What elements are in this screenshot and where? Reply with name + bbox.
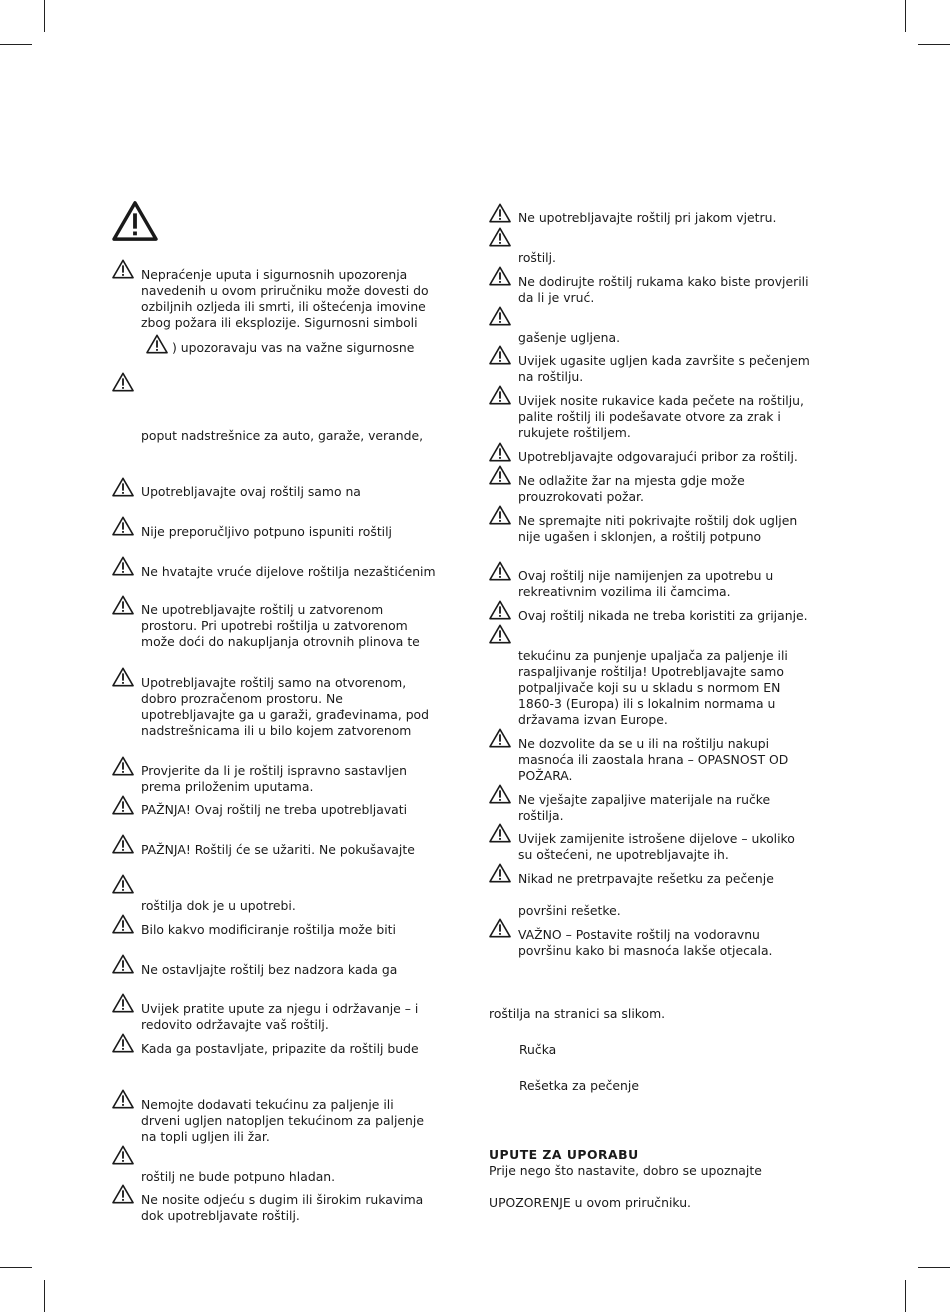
right-warning-item: Ne dozvolite da se u ili na roštilju nakupi masnoća ili zaostala hrana – OPASNOST OD POŽARA. — [518, 736, 789, 783]
right-warning-item: Uvijek ugasite ugljen kada završite s pečenjem na roštilju. — [518, 353, 810, 384]
section-text-line-2: UPOZORENJE u ovom priručniku. — [489, 1195, 692, 1210]
right-warning-item: Uvijek nosite rukavice kada pečete na roštilju, palite roštilj ili podešavate otvore za zrak i rukujete roštiljem. — [518, 393, 804, 440]
left-warning-item: Bilo kakvo modificiranje roštilja može biti — [141, 922, 396, 937]
warning-triangle-icon — [112, 914, 134, 934]
warning-triangle-icon — [112, 516, 134, 536]
warning-triangle-icon — [489, 728, 511, 748]
warning-triangle-icon — [489, 306, 511, 326]
right-warning-item: roštilj. — [518, 250, 556, 265]
warning-triangle-icon — [112, 1033, 134, 1053]
right-warning-item: gašenje ugljena. — [518, 330, 621, 345]
warning-triangle-icon — [112, 595, 134, 615]
warning-triangle-icon — [112, 993, 134, 1013]
left-warning-item: roštilja dok je u upotrebi. — [141, 898, 296, 913]
warning-triangle-icon — [112, 834, 134, 854]
left-warning-item: PAŽNJA! Ovaj roštilj ne treba upotrebljavati — [141, 802, 408, 817]
left-warning-item: roštilj ne bude potpuno hladan. — [141, 1169, 336, 1184]
crop-mark — [905, 1280, 906, 1312]
crop-mark — [44, 0, 45, 32]
warning-triangle-icon — [489, 465, 511, 485]
warning-triangle-icon — [489, 505, 511, 525]
part-label-2: Rešetka za pečenje — [519, 1078, 639, 1093]
warning-triangle-icon — [146, 334, 168, 354]
right-warning-item: Uvijek zamijenite istrošene dijelove – ukoliko su oštećeni, ne upotrebljavajte ih. — [518, 831, 795, 862]
section-text-line-1: Prije nego što nastavite, dobro se upoznajte — [489, 1163, 762, 1178]
warning-triangle-icon — [112, 200, 158, 242]
right-warning-item: VAŽNO – Postavite roštilj na vodoravnu površinu kako bi masnoća lakše otjecala. — [518, 927, 773, 958]
warning-triangle-icon — [112, 477, 134, 497]
parts-intro: roštilja na stranici sa slikom. — [489, 1006, 666, 1021]
right-warning-item: Ovaj roštilj nikada ne treba koristiti za grijanje. — [518, 608, 808, 623]
crop-mark — [918, 44, 950, 45]
section-heading: UPUTE ZA UPORABU — [489, 1147, 639, 1162]
warning-triangle-icon — [489, 863, 511, 883]
left-warning-item: Nemojte dodavati tekućinu za paljenje ili drveni ugljen natopljen tekućinom za paljenje na topli ugljen ili žar. — [141, 1097, 424, 1144]
right-warning-item: Ne vješajte zapaljive materijale na ručke roštilja. — [518, 792, 771, 823]
warning-triangle-icon — [489, 266, 511, 286]
right-warning-item: Ne spremajte niti pokrivajte roštilj dok ugljen nije ugašen i sklonjen, a roštilj potpuno — [518, 513, 798, 544]
warning-triangle-icon — [112, 1184, 134, 1204]
right-warning-item: Ne odlažite žar na mjesta gdje može prouzrokovati požar. — [518, 473, 745, 504]
warning-triangle-icon — [112, 259, 134, 279]
warning-triangle-icon — [489, 561, 511, 581]
warning-triangle-icon — [489, 600, 511, 620]
warning-triangle-icon — [489, 203, 511, 223]
left-warning-item: Ne upotrebljavajte roštilj u zatvorenom prostoru. Pri upotrebi roštilja u zatvorenom može doći do nakupljanja otrovnih plinova te — [141, 602, 420, 649]
left-warning-item: Ne ostavljajte roštilj bez nadzora kada ga — [141, 962, 398, 977]
warning-triangle-icon — [489, 345, 511, 365]
crop-mark — [0, 44, 32, 45]
warning-triangle-icon — [112, 1145, 134, 1165]
left-warning-item: poput nadstrešnice za auto, garaže, verande, — [141, 428, 424, 443]
crop-mark — [905, 0, 906, 32]
left-warning-item: Uvijek pratite upute za njegu i održavanje – i redovito održavajte vaš roštilj. — [141, 1001, 419, 1032]
crop-mark — [0, 1267, 32, 1268]
part-label-1: Ručka — [519, 1042, 557, 1057]
warning-triangle-icon — [112, 372, 134, 392]
warning-triangle-icon — [112, 954, 134, 974]
right-warning-item: površini rešetke. — [518, 903, 621, 918]
right-warning-item: Upotrebljavajte odgovarajući pribor za roštilj. — [518, 449, 798, 464]
warning-triangle-icon — [489, 227, 511, 247]
left-warning-item: Provjerite da li je roštilj ispravno sastavljen prema priloženim uputama. — [141, 763, 408, 794]
crop-mark — [918, 1267, 950, 1268]
warning-triangle-icon — [112, 795, 134, 815]
warning-triangle-icon — [489, 918, 511, 938]
crop-mark — [44, 1280, 45, 1312]
warning-triangle-icon — [112, 874, 134, 894]
warning-triangle-icon — [489, 385, 511, 405]
left-warning-item: Upotrebljavajte ovaj roštilj samo na — [141, 484, 361, 499]
right-warning-item: Ne upotrebljavajte roštilj pri jakom vjetru. — [518, 210, 777, 225]
left-warning-item: Upotrebljavajte roštilj samo na otvorenom, dobro prozračenom prostoru. Ne upotrebljavajte ga u garaži, građevinama, pod nadstrešnicama ili u bilo kojem zatvorenom — [141, 675, 430, 738]
warning-triangle-icon — [112, 756, 134, 776]
left-warning-item: Nije preporučljivo potpuno ispuniti roštilj — [141, 524, 393, 539]
warning-triangle-icon — [112, 556, 134, 576]
left-warning-item: PAŽNJA! Roštilj će se užariti. Ne pokušavajte — [141, 842, 415, 857]
warning-triangle-icon — [489, 624, 511, 644]
left-warning-item: ) upozoravaju vas na važne sigurnosne — [172, 340, 415, 355]
warning-triangle-icon — [112, 1089, 134, 1109]
warning-triangle-icon — [489, 823, 511, 843]
right-warning-item: tekućinu za punjenje upaljača za paljenje ili raspaljivanje roštilja! Upotrebljavajte samo potpaljivače koji su u skladu s normom EN 1860-3 (Europa) ili s lokalnim normama u državama izvan Europe. — [518, 648, 788, 727]
warning-triangle-icon — [112, 667, 134, 687]
left-warning-item: Kada ga postavljate, pripazite da roštilj bude — [141, 1041, 419, 1056]
right-warning-item: Ovaj roštilj nije namijenjen za upotrebu u rekreativnim vozilima ili čamcima. — [518, 568, 774, 599]
warning-triangle-icon — [489, 784, 511, 804]
warning-triangle-icon — [489, 442, 511, 462]
left-warning-item: Ne hvatajte vruće dijelove roštilja nezaštićenim — [141, 564, 436, 579]
right-warning-item: Ne dodirujte roštilj rukama kako biste provjerili da li je vruć. — [518, 274, 809, 305]
left-warning-item: Nepraćenje uputa i sigurnosnih upozorenja navedenih u ovom priručniku može dovesti do ozbiljnih ozljeda ili smrti, ili oštećenja imovine zbog požara ili eksplozije. Sigurnosni simboli — [141, 267, 429, 330]
right-warning-item: Nikad ne pretrpavajte rešetku za pečenje — [518, 871, 774, 886]
left-warning-item: Ne nosite odjeću s dugim ili širokim rukavima dok upotrebljavate roštilj. — [141, 1192, 424, 1223]
